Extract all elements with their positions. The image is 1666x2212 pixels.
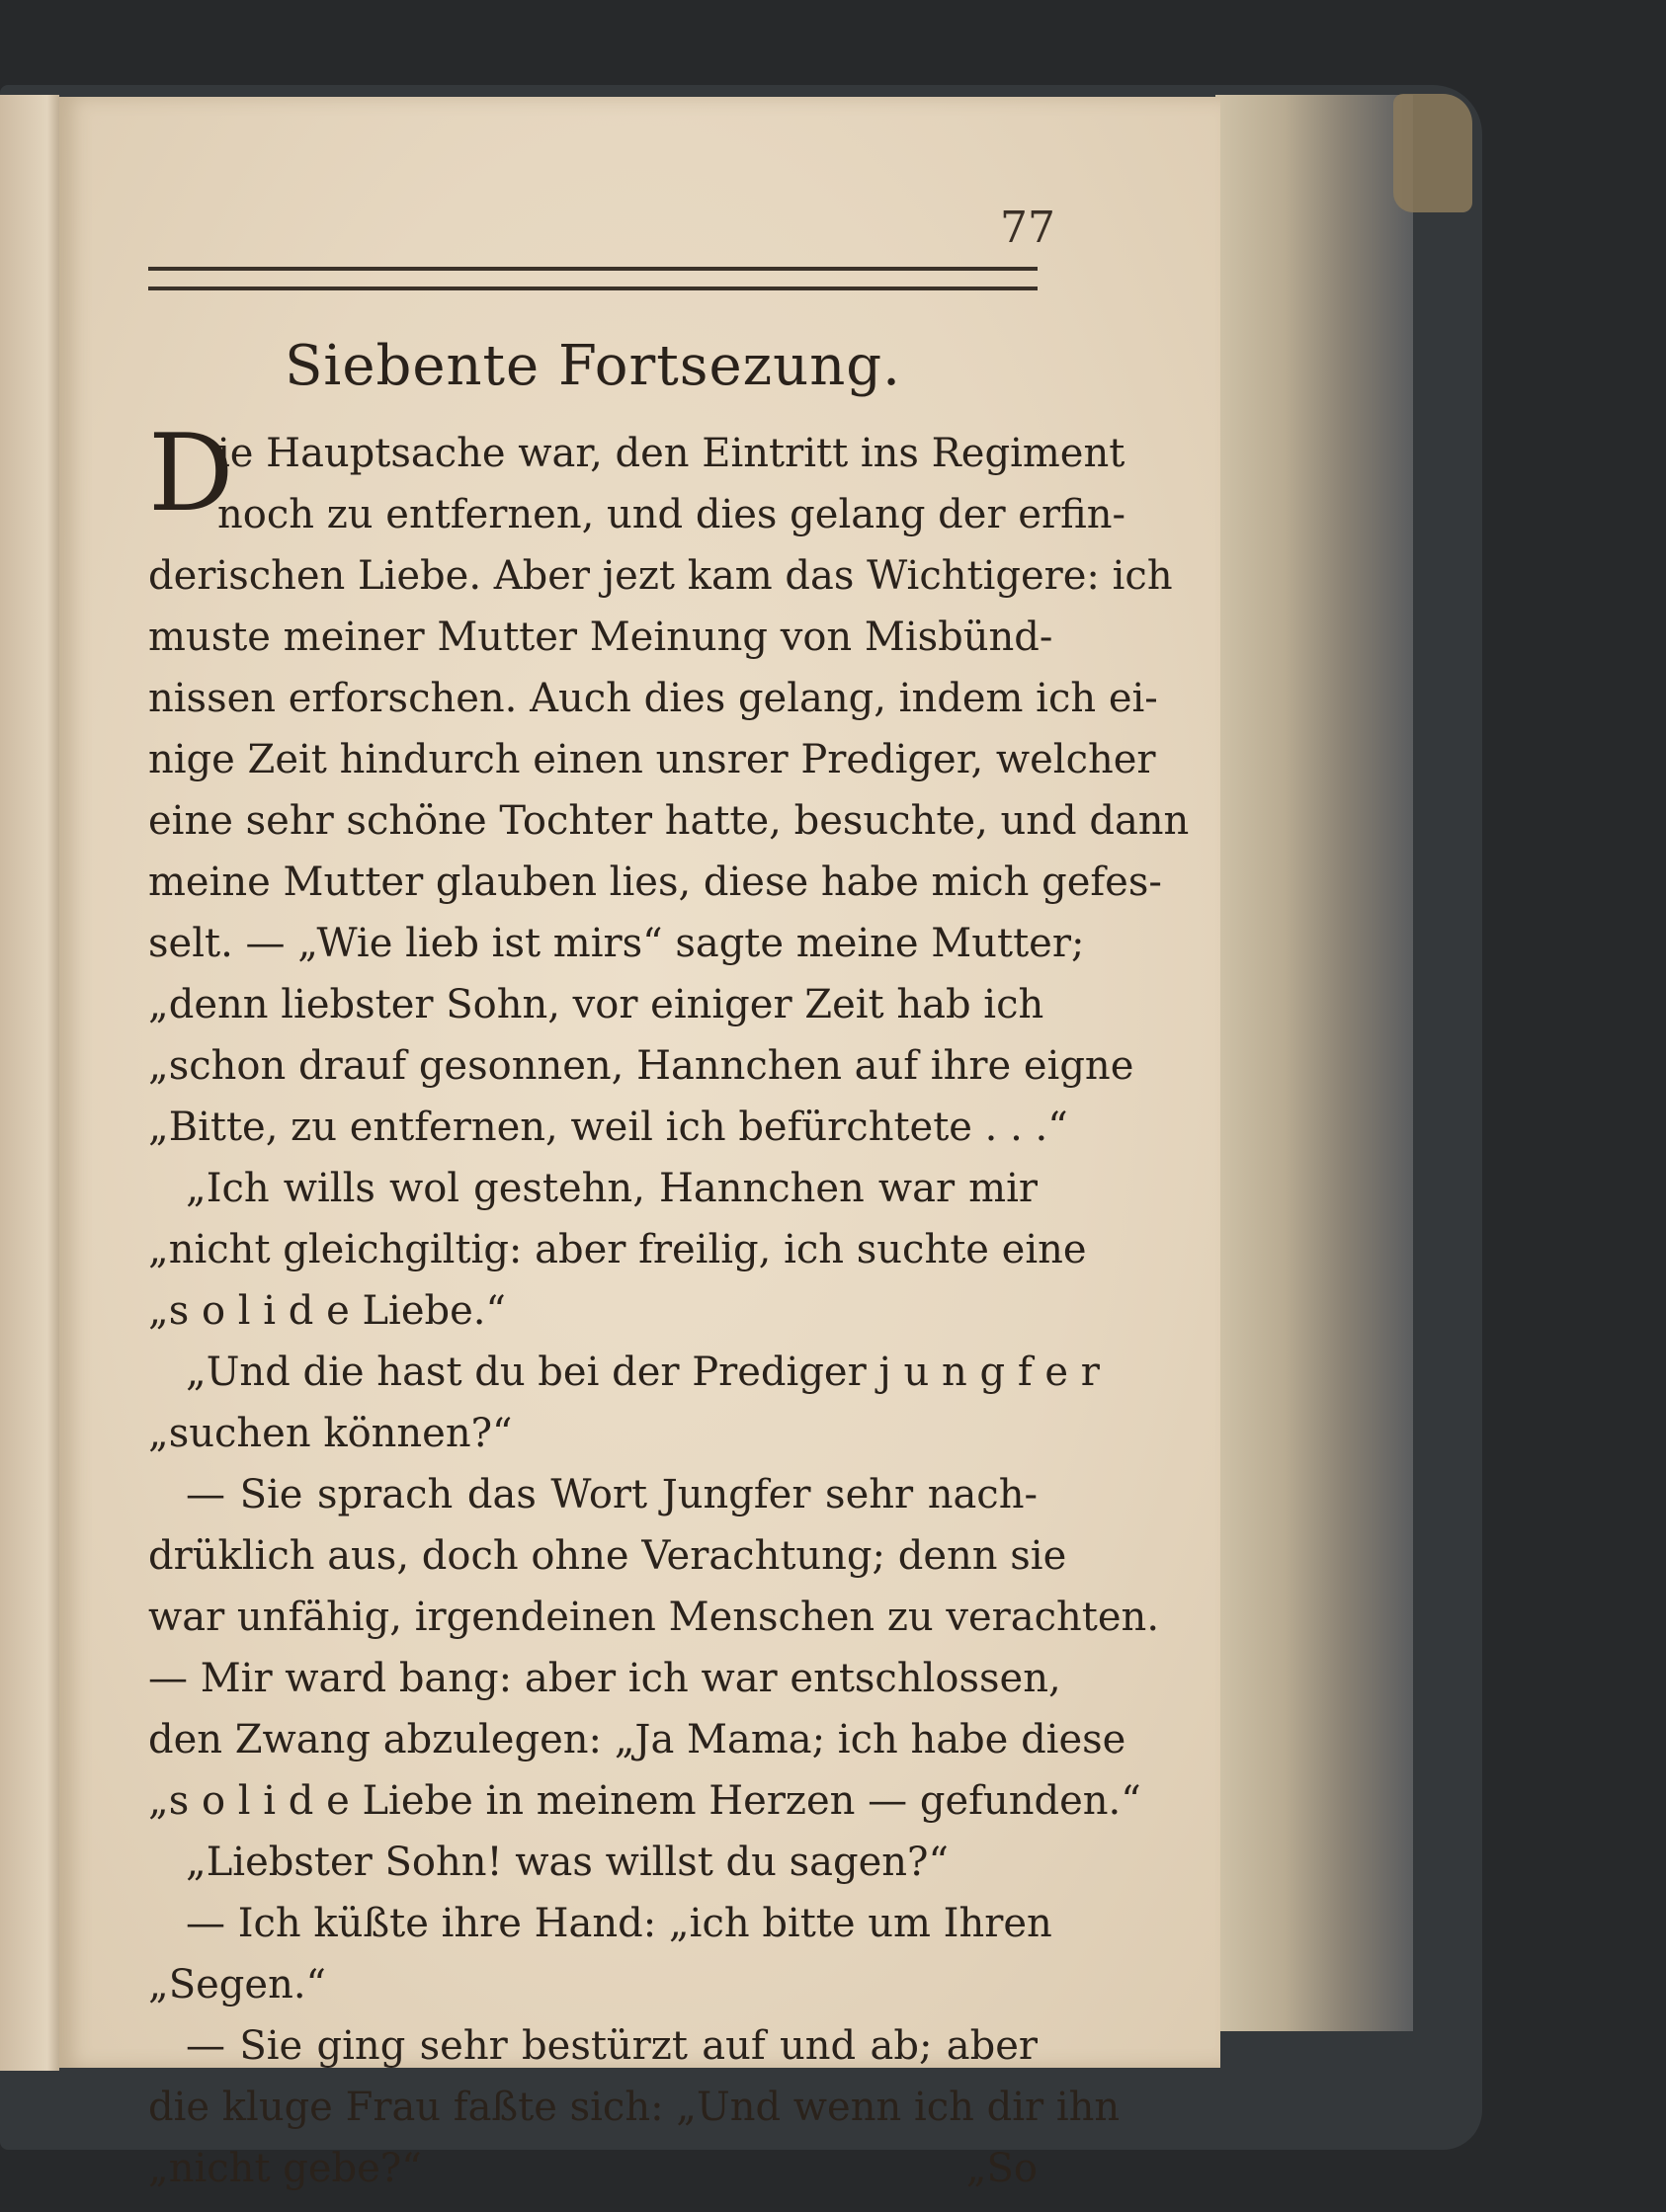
facing-page-edge <box>0 95 59 2071</box>
text-line: ie Hauptsache war, den Eintritt ins Regiment <box>217 431 1125 476</box>
text-line: „s o l i d e Liebe.“ <box>148 1288 506 1334</box>
text-line: — Mir ward bang: aber ich war entschlossen, <box>148 1656 1061 1701</box>
text-line: — Ich küßte ihre Hand: „ich bitte um Ihren <box>186 1901 1052 1946</box>
text-line: muste meiner Mutter Meinung von Misbünd- <box>148 614 1053 660</box>
header-rule <box>148 267 1038 290</box>
text-line-final <box>148 2138 1038 2199</box>
text-line: war unfähig, irgendeinen Menschen zu verachten. <box>148 1595 1160 1640</box>
text-fragment: „nicht gebe?“ <box>148 2146 422 2191</box>
text-line: eine sehr schöne Tochter hatte, besuchte, und dann <box>148 798 1190 844</box>
drop-cap: D <box>148 412 234 535</box>
text-line: derischen Liebe. Aber jezt kam das Wichtigere: ich <box>148 553 1173 599</box>
text-line: meine Mutter glauben lies, diese habe mich gefes- <box>148 860 1162 905</box>
chapter-heading: Siebente Fortsezung. <box>285 334 901 398</box>
text-line: „denn liebster Sohn, vor einiger Zeit hab ich <box>148 982 1044 1027</box>
page-number: 77 <box>1000 203 1055 253</box>
text-line: drüklich aus, doch ohne Verachtung; denn sie <box>148 1533 1067 1579</box>
text-line: „Segen.“ <box>148 1962 326 2007</box>
text-line: „s o l i d e Liebe in meinem Herzen — gefunden.“ <box>148 1778 1141 1824</box>
body-text <box>148 423 1190 2199</box>
worn-spine-corner <box>1393 94 1472 212</box>
text-line: „nicht gleichgiltig: aber freilig, ich suchte eine <box>148 1227 1087 1272</box>
catchword: „So <box>965 2146 1038 2191</box>
text-line: selt. — „Wie lieb ist mirs“ sagte meine Mutter; <box>148 921 1085 966</box>
text-line: nige Zeit hindurch einen unsrer Prediger, welcher <box>148 737 1156 782</box>
text-line: „Ich wills wol gestehn, Hannchen war mir <box>186 1166 1038 1211</box>
text-line: — Sie ging sehr bestürzt auf und ab; aber <box>186 2023 1038 2069</box>
text-line: „schon drauf gesonnen, Hannchen auf ihre eigne <box>148 1043 1134 1089</box>
text-line: noch zu entfernen, und dies gelang der erfin- <box>217 492 1126 537</box>
text-line: den Zwang abzulegen: „Ja Mama; ich habe diese <box>148 1717 1126 1762</box>
text-line: nissen erforschen. Auch dies gelang, indem ich ei- <box>148 676 1158 721</box>
text-line: — Sie sprach das Wort Jungfer sehr nach- <box>186 1472 1038 1517</box>
page-block-edge <box>1215 95 1413 2031</box>
text-line: „Bitte, zu entfernen, weil ich befürchtete . . .“ <box>148 1105 1068 1150</box>
text-line: „Liebster Sohn! was willst du sagen?“ <box>186 1840 949 1885</box>
text-line: die kluge Frau faßte sich: „Und wenn ich dir ihn <box>148 2085 1121 2130</box>
text-line: „suchen können?“ <box>148 1411 513 1456</box>
text-line: „Und die hast du bei der Prediger j u n g f e r <box>186 1350 1100 1395</box>
